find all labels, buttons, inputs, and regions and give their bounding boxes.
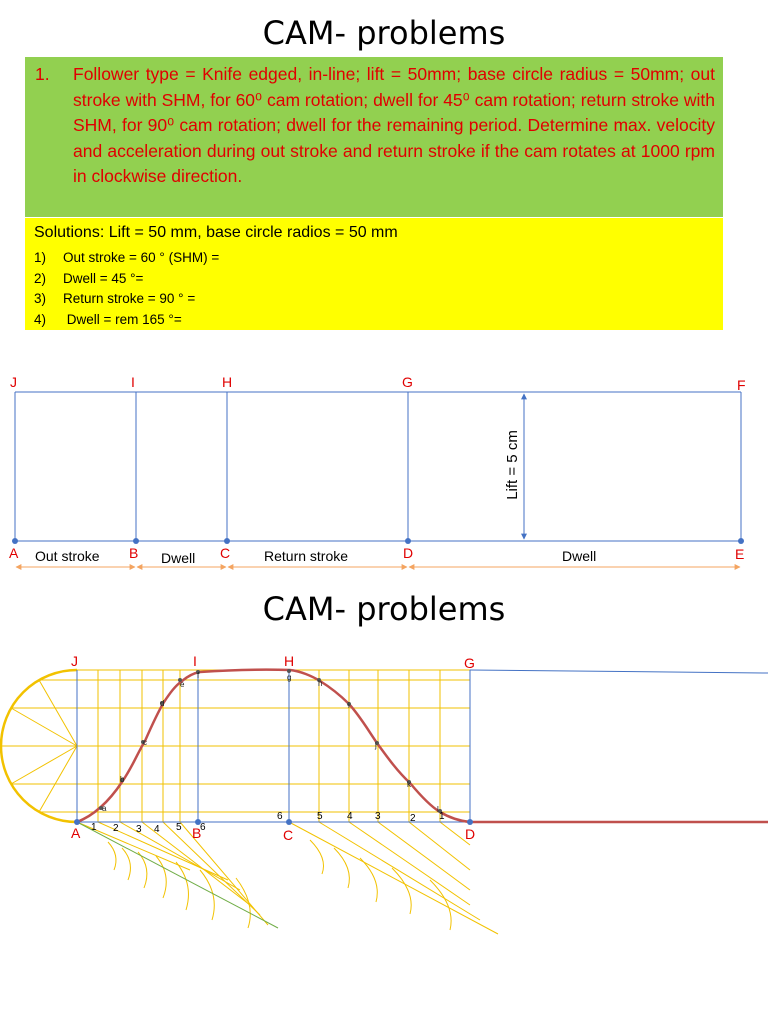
top-point-label: J — [10, 374, 17, 390]
curve-point-label: d — [160, 699, 165, 708]
top-point-label: H — [222, 374, 233, 390]
top-point-label: I — [131, 374, 135, 390]
division-number: 3 — [375, 811, 381, 822]
bottom-point-label: B — [192, 825, 202, 841]
layout-box — [15, 392, 741, 541]
point-d-marker — [405, 538, 411, 544]
shm-construction-diagram — [0, 640, 768, 960]
segment-label: Return stroke — [264, 548, 349, 564]
point-a-marker — [12, 538, 18, 544]
curve-point-label: h — [318, 679, 323, 688]
division-number: 2 — [410, 813, 416, 824]
top-point-label: G — [464, 655, 475, 671]
division-number: 6 — [277, 811, 283, 822]
solution-heading: Solutions: Lift = 50 mm, base circle radios = 50 mm — [34, 224, 398, 241]
solution-step: 1) Out stroke = 60 ° (SHM) = — [34, 250, 220, 265]
curve-point-label: a — [102, 804, 107, 813]
point-e-marker — [738, 538, 744, 544]
division-number: 4 — [347, 811, 353, 822]
bottom-point-label: D — [403, 545, 414, 561]
point-b-marker — [133, 538, 139, 544]
top-point-label: I — [193, 653, 197, 669]
curve-point-label: e — [180, 680, 185, 689]
bottom-point-label: E — [735, 546, 745, 562]
top-point-label: J — [71, 653, 78, 669]
division-number: 2 — [113, 823, 119, 834]
solution-box — [25, 218, 723, 330]
problem-text: Follower type = Knife edged, in-line; lift = 50mm; base circle radius = 50mm; out stroke with SHM, for 60⁰ cam rotation; dwell for 45⁰ cam rotation; return stroke with SHM, for 90⁰ cam rotation; dwell for the remaining period. Determine max. velocity and acceleration during out stroke and return stroke if the cam rotates at 1000 rpm in clockwise direction. — [73, 64, 715, 186]
bottom-point-label: A — [9, 545, 19, 561]
curve-point-label: k — [407, 780, 411, 789]
page-title-secondary: CAM- problems — [262, 590, 506, 628]
bottom-point-label: C — [220, 545, 231, 561]
division-number: 3 — [136, 824, 142, 835]
bottom-point-label: B — [129, 545, 139, 561]
solution-step: 3) Return stroke = 90 ° = — [34, 291, 196, 306]
page-title: CAM- problems — [262, 14, 506, 52]
lift-label: Lift = 5 cm — [504, 430, 521, 500]
top-point-label: H — [284, 653, 295, 669]
problem-statement — [35, 62, 715, 190]
segment-label: Out stroke — [35, 548, 100, 564]
segment-label: Dwell — [562, 548, 597, 564]
division-number: 5 — [317, 811, 323, 822]
curve-point-label: j — [375, 741, 377, 750]
bottom-point-label: A — [71, 825, 81, 841]
top-point-label: F — [737, 377, 746, 393]
curve-point-markers — [74, 669, 473, 825]
curve-point-label: c — [143, 738, 147, 747]
division-number: 5 — [176, 822, 182, 833]
division-number: 1 — [439, 811, 445, 822]
division-number: 1 — [91, 822, 97, 833]
displacement-layout-diagram — [0, 370, 768, 570]
bottom-point-label: C — [283, 827, 294, 843]
solution-step: 4) Dwell = rem 165 °= — [34, 311, 182, 327]
point-c-marker — [224, 538, 230, 544]
problem-box — [25, 57, 723, 217]
curve-point-label: i — [348, 701, 350, 710]
curve-point-label: f — [197, 671, 200, 680]
solution-steps — [34, 248, 219, 330]
green-reference-line — [77, 822, 278, 928]
bottom-point-label: D — [465, 826, 476, 842]
projection-lines — [1, 670, 470, 812]
division-number: 6 — [200, 822, 206, 833]
curve-point-label: b — [120, 775, 125, 784]
top-point-label: G — [402, 374, 413, 390]
solution-step: 2) Dwell = 45 °= — [34, 270, 144, 286]
segment-label: Dwell — [161, 550, 196, 566]
curve-point-label: g — [287, 673, 292, 682]
curve-point-label: l — [437, 805, 439, 814]
division-number: 4 — [154, 824, 160, 835]
problem-number: 1. — [35, 64, 50, 84]
